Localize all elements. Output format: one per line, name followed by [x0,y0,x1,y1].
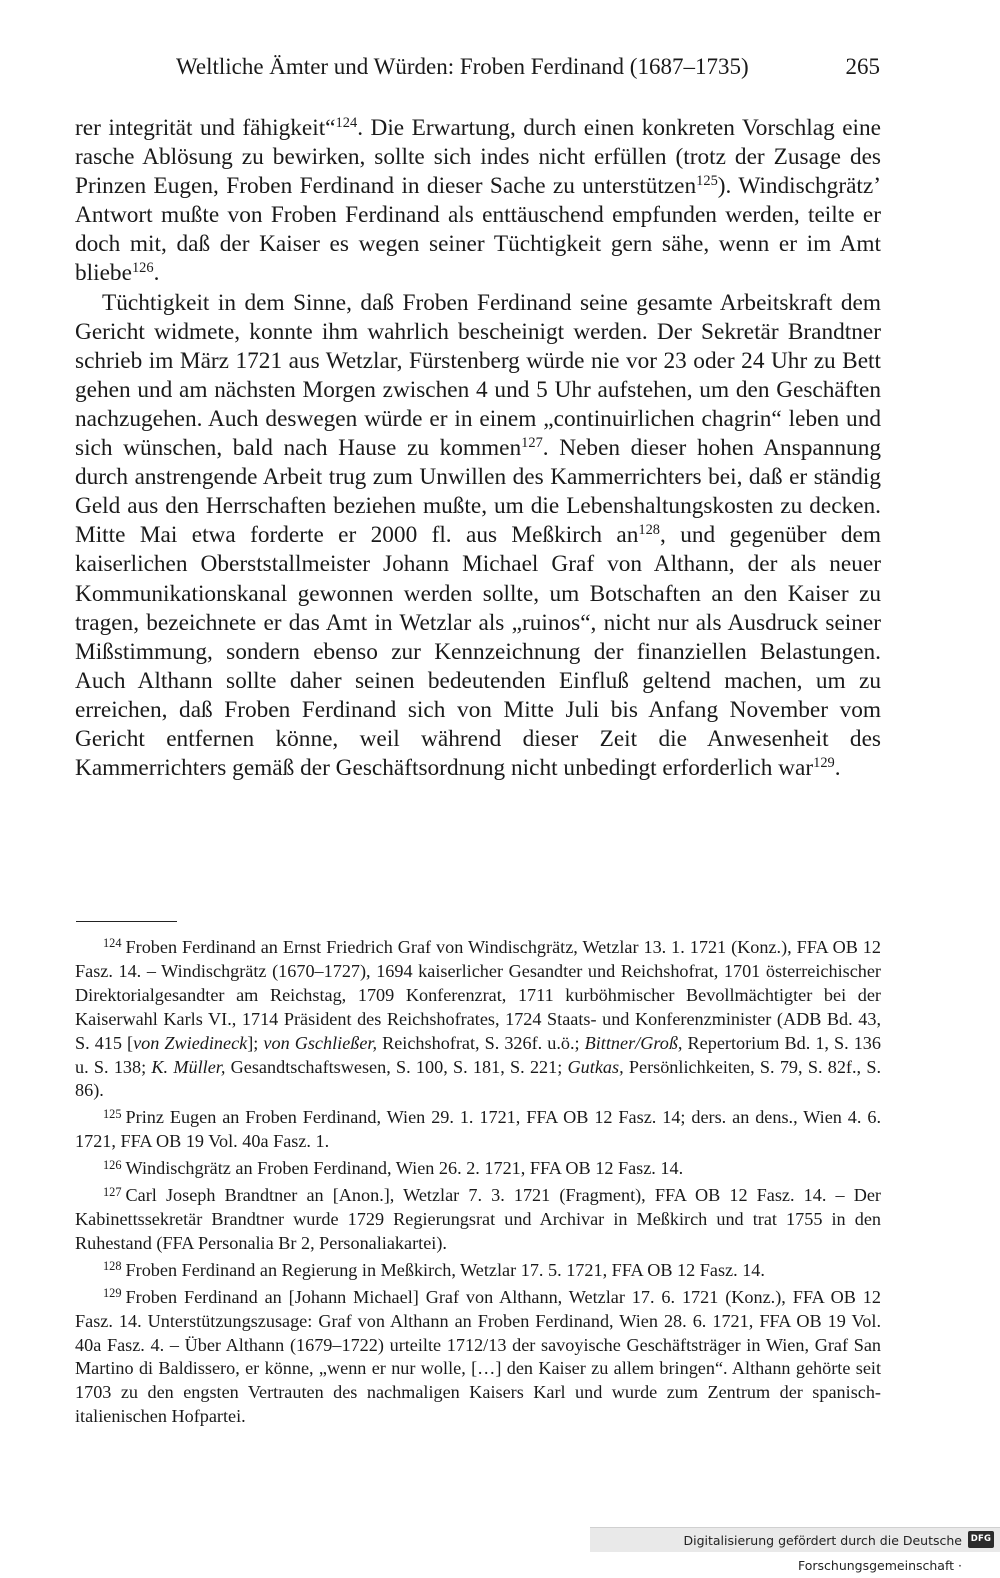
dfg-logo-icon: DFG [968,1531,994,1548]
footnote-number: 127 [103,1184,122,1199]
italic-text: von Zwiedineck [133,1032,248,1053]
paragraph: Tüchtigkeit in dem Sinne, daß Froben Ferdinand seine gesamte Arbeitskraft dem Gericht widmete, konnte ihm wahrlich bescheinigt werden. Der Sekretär Brandtner schrieb im März 1721 aus Wetzlar, Fürstenberg würde nie vor 23 oder 24 Uhr zu Bett gehen und am nächsten Morgen zwischen 4 und 5 Uhr aufstehen, um den Geschäften nachzugehen. Auch deswegen würde er in einem „continuirlichen chagrin“ leben und sich wünschen, bald nach Hause zu kommen$^{127}$. Neben dieser hohen Anspannung durch anstrengende Arbeit trug zum Unwillen des Kammerrichters bei, daß er ständig Geld aus den Herrschaften beziehen mußte, um die Lebenshaltungskosten zu decken. Mitte Mai etwa forderte er 2000 fl. aus Meßkirch $an^{128}$, und gegenüber dem kaiserlichen Oberststallmeister Johann Michael Graf von Althann, der als neuer Kommunikationskanal gewonnen werden sollte, um Botschaften an den Kaiser zu tragen, bezeichnete er das Amt in Wetzlar als „ruinos“, nicht nur als Ausdruck seiner Mißstimmung, sondern ebenso zur Kennzeichnung der finanziellen Belastungen. Auch Althann sollte daher seinen bedeutenden Einfluß geltend machen, um zu erreichen, daß Froben Ferdinand sich von Mitte Juli bis Anfang November vom Gericht entfernen könne, weil während dieser Zeit die Anwesenheit des Kammerrichters gemäß der Geschäftsordnung nicht unbedingt erforderlich war$^{129}$. [75,289,882,782]
footnote: $^{127}$ Carl Joseph Brandtner an [Anon.], Wetzlar 7. 3. 1721 (Fragment), FFA OB 12 Fasz. 14. – Der Kabinettssekretär Brandtner wurde 1729 Regierungsrat und Archivar in Meßkirch und trat 1755 in den Ruhestand (FFA Personalia Br 2, Personaliakartei). [75,1184,881,1253]
footnote: $^{128}$ Froben Ferdinand an Regierung in Meßkirch, Wetzlar 17. 5. 1721, FFA OB 12 Fasz. 14. [103,1259,765,1280]
page-number: 265 [845,54,880,79]
footnote-number: 126 [103,1157,122,1172]
footnote: $^{125}$ Prinz Eugen an Froben Ferdinand, Wien 29. 1. 1721, FFA OB 12 Fasz. 14; ders. an dens., Wien 4. 6. 1721, FFA OB 19 Vol. 40a Fasz. 1. [75,1106,881,1152]
footnote-number: 129 [103,1286,122,1301]
footnote-ref: 127 [521,435,543,452]
footnote: $^{129}$ Froben Ferdinand an [Johann Michael] Graf von Althann, Wetzlar 17. 6. 1721 (Konz.), FFA OB 12 Fasz. 14. Unterstützungszusage: Graf von Althann an Froben Ferdinand, Wien 28. 6. 1721, FFA OB 19 Vol. 40a Fasz. 4. – Über Althann (1679–1722) urteilte 1712/13 der savoyische Geschäftsträger in Wien, Graf San Martino di Baldissero, er könne, „wenn er nur wolle, […] den Kaiser zu allem bringen“. Althann gehörte seit 1703 zu den engsten Vertrauten des nachmaligen Kaisers Karl und wurde zum Zentrum der spanisch-italienischen Hofpartei. [75,1286,881,1427]
footnote-separator [76,921,177,922]
italic-text: Bittner/Groß, [584,1032,683,1053]
italic-text: Gutkas, [567,1056,624,1077]
footnotes [75,936,881,1432]
footnote-ref: 128 [638,522,661,539]
footnote-ref: 129 [813,755,835,772]
italic-text: von Gschließer, [263,1032,378,1053]
footnote-ref: 125 [696,173,718,190]
running-header [176,51,880,83]
footnote-ref: 126 [131,260,154,277]
footnote: $^{126}$ Windischgrätz an Froben Ferdinand, Wien 26. 2. 1721, FFA OB 12 Fasz. 14. [103,1157,684,1179]
running-title: Weltliche Ämter und Würden: Froben Ferdinand (1687–1735) [176,54,749,79]
footnote-ref: 124 [335,115,358,132]
italic-text: K. Müller, [151,1056,226,1077]
footnote: $^{124}$ Froben Ferdinand an Ernst Friedrich Graf von Windischgrätz, Wetzlar 13. 1. 1721 (Konz.), FFA OB 12 Fasz. 14. – Windischgrätz (1670–1727), 1694 kaiserlicher Gesandter und Reichshofrat, 1701 österreichischer Direktorialgesandter am Reichstag, 1709 Konferenzrat, 1711 kurböhmischer Bevollmächtigter bei der Kaiserwahl Karls VI., 1714 Präsident des Reichshofrates, 1724 Staats- und Konferenzminister (ADB Bd. 43, S. 415 [von Zwiedineck]; von Gschließer, Reichshofrat, S. 326f. u.ö.; Bittner/Groß, Repertorium Bd. 1, S. 136 u. S. 138; K. Müller, Gesandtschaftswesen, S. 100, S. 181, S. 221; Gutkas, Persönlichkeiten, S. 79, S. 82f., S. 86). [75,936,882,1101]
paragraph: rer integrität und fähigkeit“$^{124}$. Die Erwartung, durch einen konkreten Vorschlag eine rasche Ablösung zu bewirken, sollte sich indes nicht erfüllen (trotz der Zusage des Prinzen Eugen, Froben Ferdinand in dieser Sache zu unterstützen$^{125}$). Windischgrätz’ Antwort mußte von Froben Ferdinand als enttäuschend empfunden werden, teilte er doch mit, daß der Kaiser es wegen seiner Tüchtigkeit gern sähe, wenn er im Amt bliebe$^{126}$. [75,115,882,287]
footnote-number: 125 [103,1106,122,1121]
funding-note: Digitalisierung gefördert durch die Deutsche Forschungsgemeinschaft · [590,1527,1000,1552]
footnote-number: 128 [103,1259,122,1274]
footnote-number: 124 [103,936,122,951]
main-text [75,114,881,783]
